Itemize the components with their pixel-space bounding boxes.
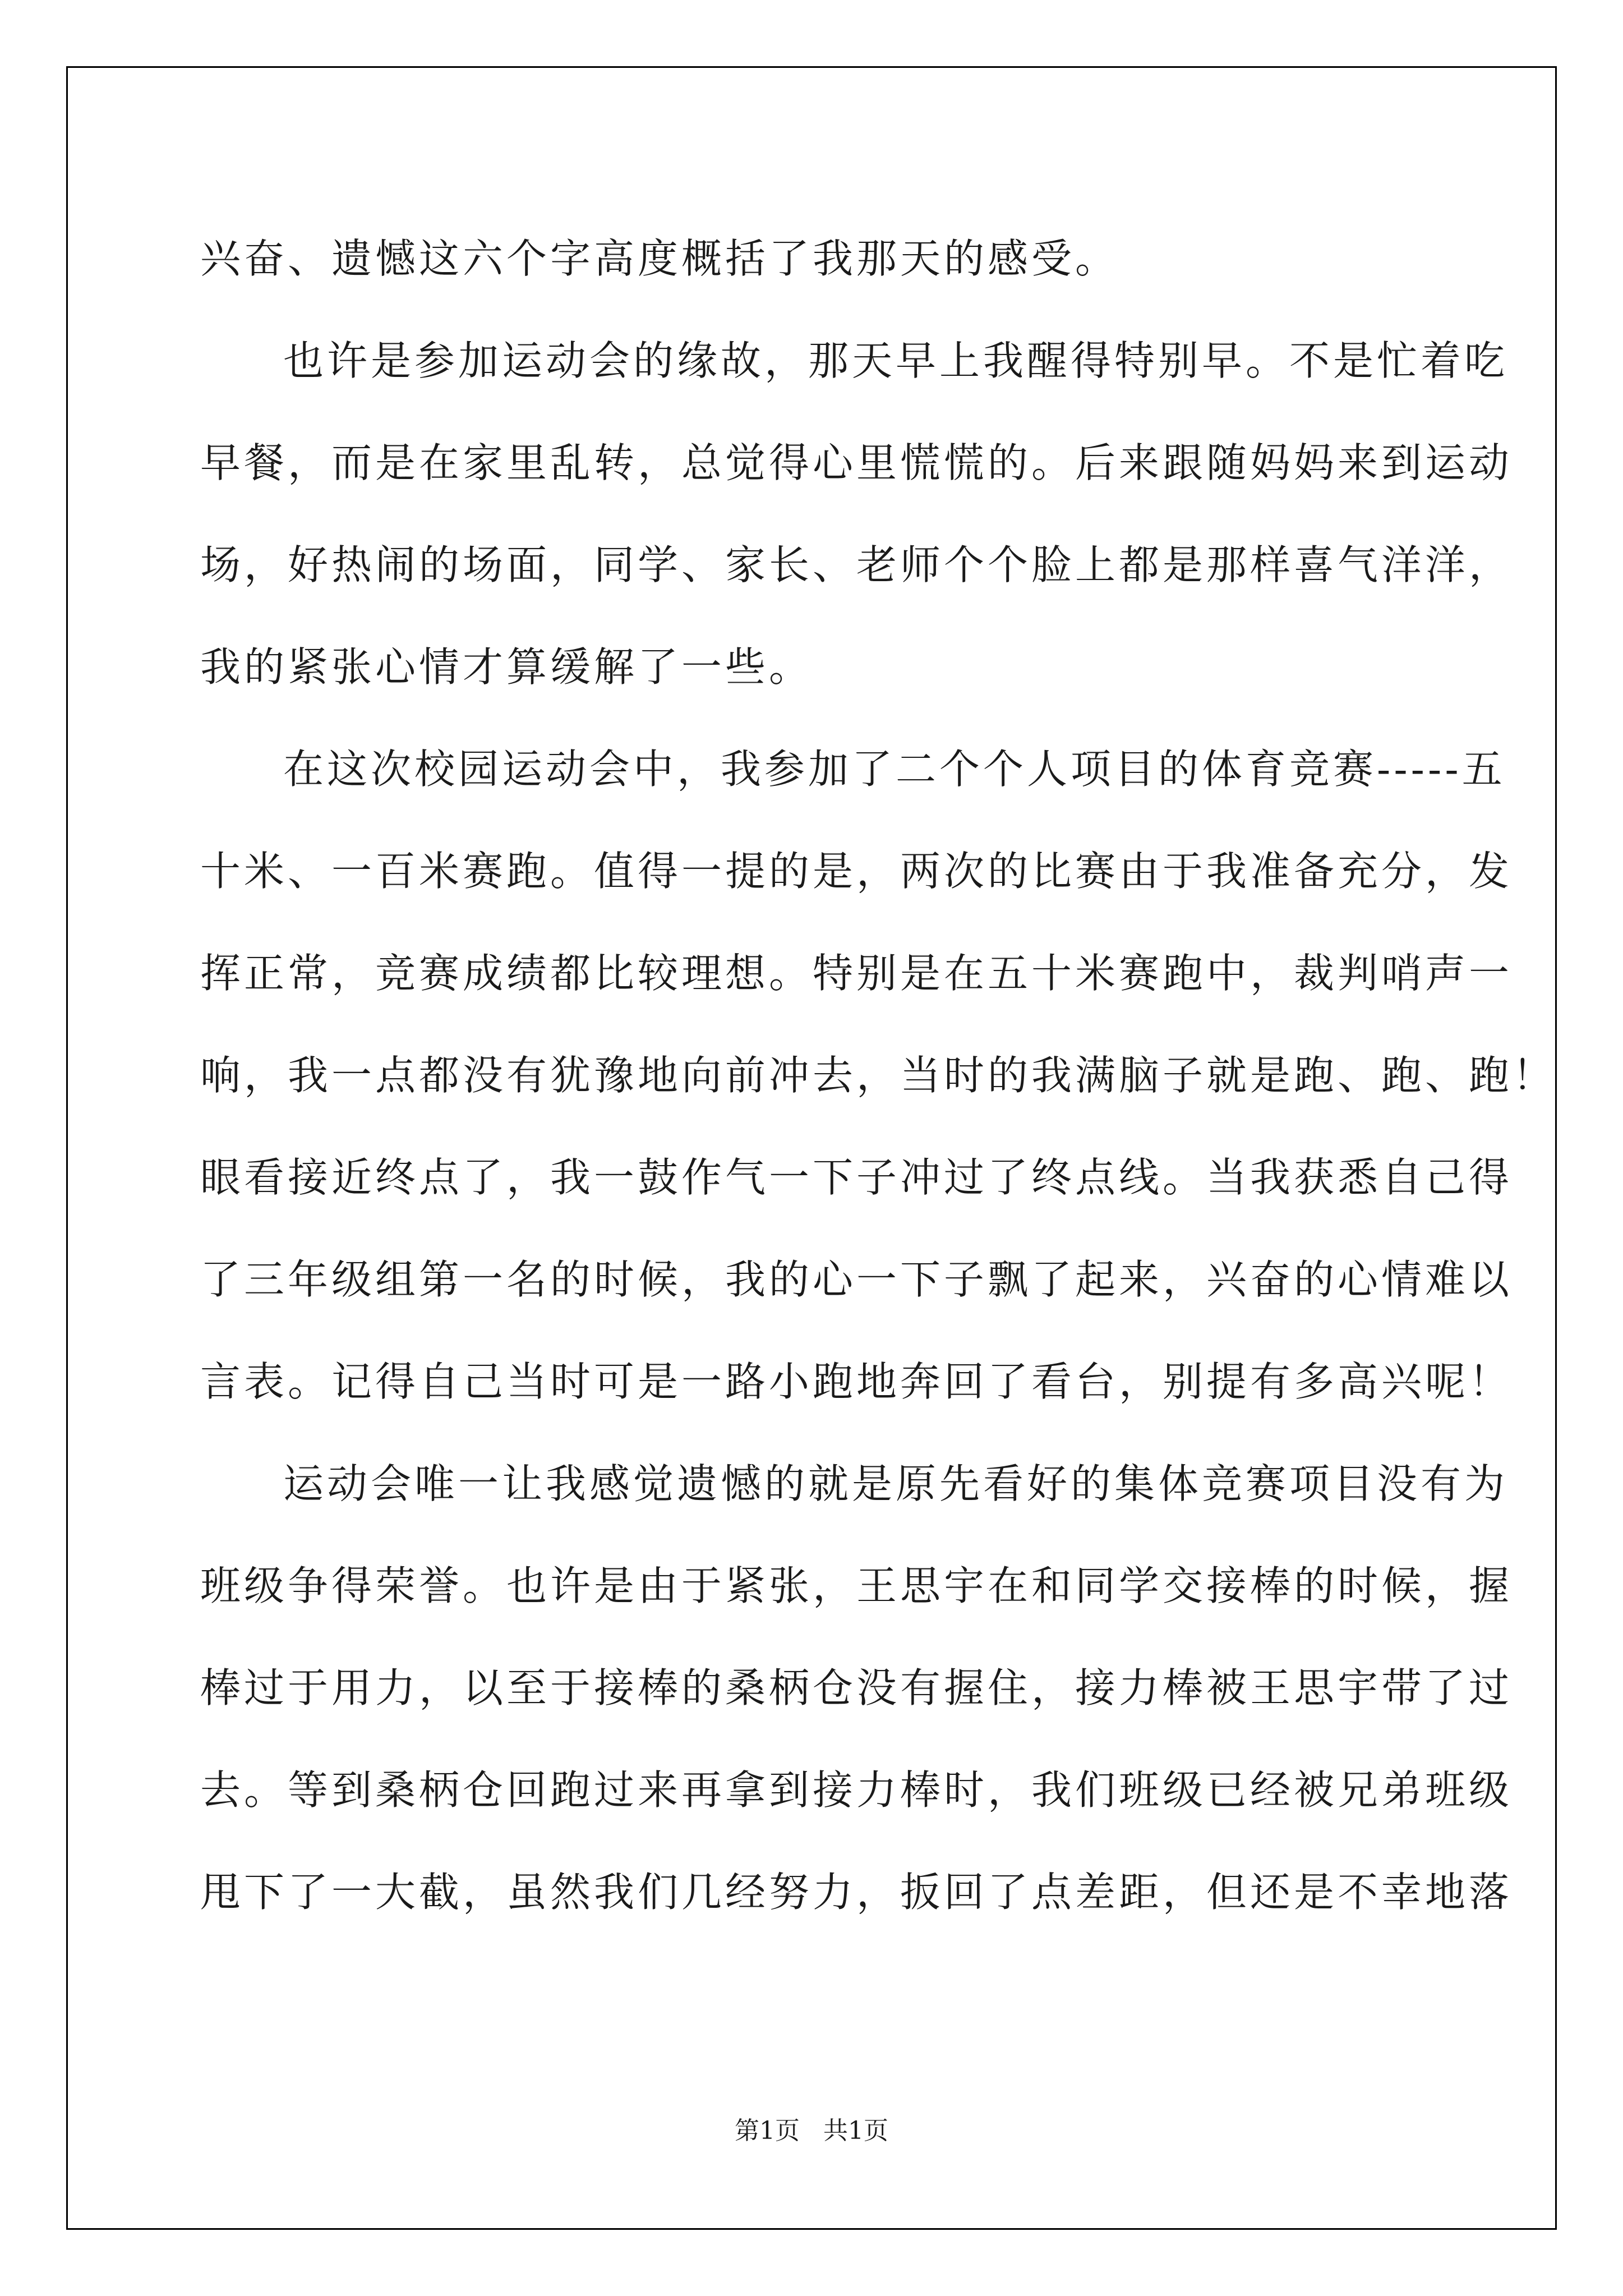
text-line: 兴奋、遗憾这六个字高度概括了我那天的感受。	[200, 235, 1119, 282]
text-line: 十米、一百米赛跑。值得一提的是，两次的比赛由于我准备充分，发	[200, 848, 1513, 895]
text-line: 班级争得荣誉。也许是由于紧张，王思宇在和同学交接棒的时候，握	[200, 1562, 1513, 1609]
text-line: 去。等到桑柄仓回跑过来再拿到接力棒时，我们班级已经被兄弟班级	[200, 1766, 1513, 1814]
page-number-footer: 第1页 共1页	[735, 2116, 888, 2145]
text-line: 甩下了一大截，虽然我们几经努力，扳回了点差距，但还是不幸地落	[200, 1869, 1513, 1916]
paragraph-start-line: 运动会唯一让我感觉遗憾的就是原先看好的集体竞赛项目没有为	[283, 1460, 1509, 1507]
text-line: 棒过于用力，以至于接棒的桑柄仓没有握住，接力棒被王思宇带了过	[200, 1664, 1513, 1711]
paragraph-start-line: 在这次校园运动会中，我参加了二个个人项目的体育竞赛-----五	[283, 746, 1506, 793]
document-body	[200, 208, 1557, 1943]
text-line: 场，好热闹的场面，同学、家长、老师个个脸上都是那样喜气洋洋，	[200, 541, 1513, 588]
text-line: 早餐，而是在家里乱转，总觉得心里慌慌的。后来跟随妈妈来到运动	[200, 439, 1513, 486]
text-line: 我的紧张心情才算缓解了一些。	[200, 643, 813, 691]
text-line: 响，我一点都没有犹豫地向前冲去，当时的我满脑子就是跑、跑、跑！	[200, 1052, 1557, 1099]
text-line: 了三年级组第一名的时候，我的心一下子飘了起来，兴奋的心情难以	[200, 1256, 1513, 1303]
text-line: 言表。记得自己当时可是一路小跑地奔回了看台，别提有多高兴呢！	[200, 1358, 1513, 1405]
text-line: 挥正常，竞赛成绩都比较理想。特别是在五十米赛跑中，裁判哨声一	[200, 950, 1513, 997]
paragraph-start-line: 也许是参加运动会的缘故，那天早上我醒得特别早。不是忙着吃	[283, 337, 1509, 384]
text-line: 眼看接近终点了，我一鼓作气一下子冲过了终点线。当我获悉自己得	[200, 1154, 1513, 1201]
